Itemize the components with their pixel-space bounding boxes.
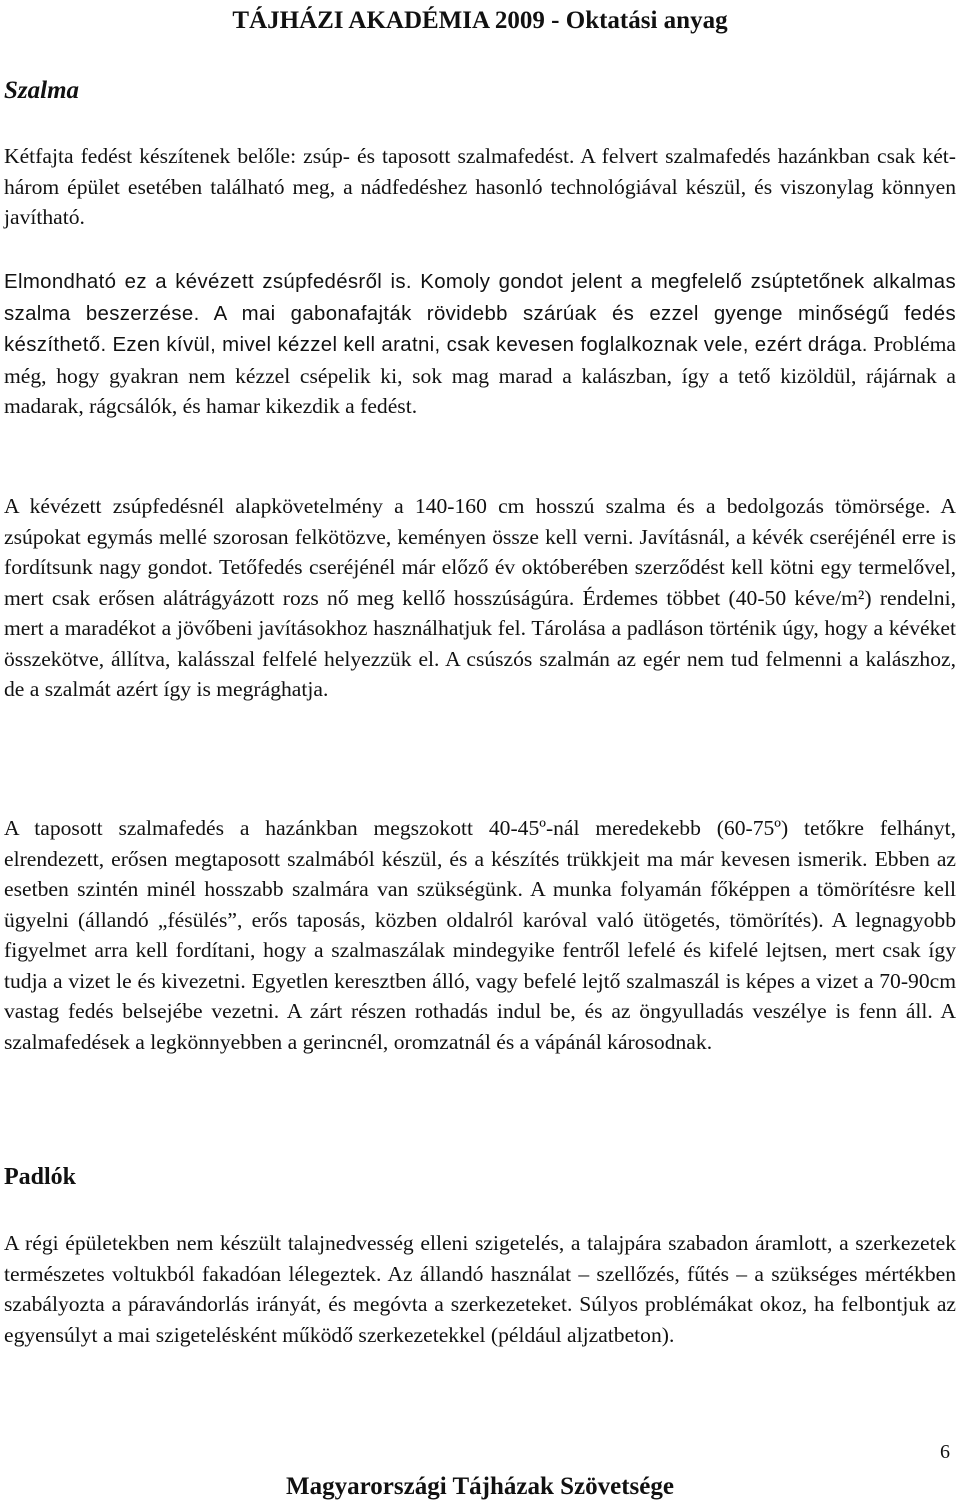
paragraph-zsupfedes-problems <box>4 266 956 422</box>
paragraph-szalma-intro: Kétfajta fedést készítenek belőle: zsúp- és taposott szalmafedést. A felvert szalmafedés hazánkban csak két-három épület esetében található meg, a nádfedéshez hasonló technológiával készül, és viszonylag könnyen javítható. <box>4 144 956 229</box>
page-number: 6 <box>940 1441 950 1463</box>
paragraph-padlok: A régi épületekben nem készült talajnedvesség elleni szigetelés, a talajpára szabadon áramlott, a szerkezetek természetes voltukból fakadóan lélegeztek. Az állandó használat – szellőzés, fűtés – a szükséges mértékben szabályozta a páravándorlás irányát, és megóvta a szerkezeteket. Súlyos problémákat okoz, ha felbontjuk az egyensúlyt a mai szigetelésként működő szerkezetekkel (például aljzatbeton). <box>4 1231 956 1347</box>
paragraph-zsupfedes-sans-part: Elmondható ez a kévézett zsúpfedésről is. Komoly gondot jelent a megfelelő zsúptetőnek alkalmas szalma beszerzése. A mai gabonafajták rövidebb szárúak és ezzel gyenge minőségű fedés készíthető. Ezen kívül, mivel kézzel kell aratni, csak kevesen foglalkoznak vele, ezért drága. <box>4 271 956 356</box>
paragraph-taposott-szalmafedes: A taposott szalmafedés a hazánkban megszokott 40-45º-nál meredekebb (60-75º) tetőkre felhányt, elrendezett, erősen megtaposott szalmából készül, és a készítés trükkjeit ma már kevesen ismerik. Ebben az esetben szintén minél hosszabb szalmára van szükségünk. A munka folyamán főképpen a tömörítésre kell ügyelni (állandó „fésülés”, erős taposás, közben oldalról karóval való ütögetés, tömörítés). A legnagyobb figyelmet arra kell fordítani, hogy a szalmaszálak mindegyike fentről lefelé és kifelé lejtsen, mert csak így tudja a vizet le és kivezetni. Egyetlen keresztben álló, vagy befelé lejtő szalmaszál is képes a vizet a 70-90cm vastag fedés belsejébe vezetni. A zárt részen rothadás indul be, és az öngyulladás veszélye is fenn áll. A szalmafedések a legkönnyebben a gerincnél, oromzatnál és a vápánál károsodnak. <box>4 816 956 1054</box>
section-title-padlok: Padlók <box>4 1164 77 1190</box>
section-title-szalma: Szalma <box>4 77 80 104</box>
document-header: TÁJHÁZI AKADÉMIA 2009 - Oktatási anyag <box>232 7 728 34</box>
paragraph-zsupfedes-serif-part: Probléma még, hogy gyakran nem kézzel csépelik ki, sok mag marad a kalászban, így a tető kizöldül, rájárnak a madarak, rágcsálók, és hamar kikezdik a fedést. <box>4 332 956 418</box>
document-footer: Magyarországi Tájházak Szövetsége <box>286 1473 674 1500</box>
paragraph-kevezett-zsupfedes: A kévézett zsúpfedésnél alapkövetelmény a 140-160 cm hosszú szalma és a bedolgozás tömörsége. A zsúpokat egymás mellé szorosan felkötözve, keményen össze kell verni. Javításnál, a kévék cseréjénél erre is fordítsunk nagy gondot. Tetőfedés cseréjénél már előző év októberében szerződést kell kötni egy termelővel, mert csak erősen alátrágyázott rozs nő meg kellő hosszúságúra. Érdemes többet (40-50 kéve/m²) rendelni, mert a maradékot a jövőbeni javításokhoz használhatjuk fel. Tárolása a padláson történik úgy, hogy a kévéket összekötve, állítva, kalásszal felfelé helyezzük el. A csúszós szalmán az egér nem tud felmenni a kalászhoz, de a szalmát azért így is megrághatja. <box>4 494 956 701</box>
